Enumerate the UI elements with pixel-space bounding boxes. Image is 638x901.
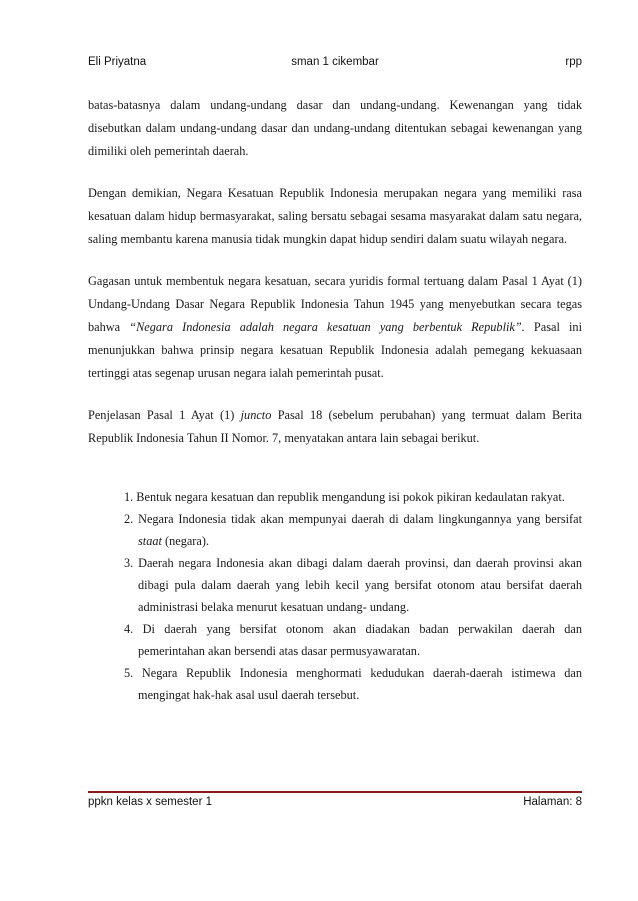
page-header [88,56,582,72]
paragraph-1: batas-batasnya dalam undang-undang dasar dan undang-undang. Kewenangan yang tidak disebutkan dalam undang-undang dasar dan undang-undang ditentukan sebagai kewenangan yang dimiliki oleh pemerintah daerah. [88,98,582,158]
numbered-list [124,486,582,706]
list-item: 3. Daerah negara Indonesia akan dibagi dalam daerah provinsi, dan daerah provinsi akan dibagi pula dalam daerah yang lebih kecil yang bersifat otonom atau bersifat daerah administrasi belaka menurut kesatuan undang- undang. [124,556,582,614]
list-item-italic: staat [138,534,162,548]
paragraph-3-quote: “Negara Indonesia adalah negara kesatuan yang berbentuk Republik”. [129,320,525,334]
list-item: 1. Bentuk negara kesatuan dan republik mengandung isi pokok pikiran kedaulatan rakyat. [124,490,565,504]
list-item-text-a: 2. Negara Indonesia tidak akan mempunyai daerah di dalam lingkungannya yang bersifat [124,512,582,526]
footer-course: ppkn kelas x semester 1 [88,796,213,808]
paragraph-4-italic: juncto [240,408,272,422]
header-doc-type: rpp [565,56,582,68]
page-footer [88,791,582,812]
paragraph-4 [88,404,582,450]
paragraph-3-text-b: Pasal ini menunjukkan bahwa prinsip negara kesatuan Republik Indonesia adalah pemegang kekuasaan tertinggi atas segenap urusan negara ialah pemerintah pusat. [88,320,582,380]
paragraph-3-text-a: Gagasan untuk membentuk negara kesatuan, secara yuridis formal tertuang dalam Pasal 1 Ayat (1) Undang-Undang Dasar Negara Republik Indonesia Tahun 1945 yang menyebutkan secara tegas bahwa [88,274,582,334]
paragraph-2: Dengan demikian, Negara Kesatuan Republik Indonesia merupakan negara yang memiliki rasa kesatuan dalam hidup bermasyarakat, saling bersatu sebagai sesama masyarakat dalam satu negara, saling membantu karena manusia tidak mungkin dapat hidup sendiri dalam suatu wilayah negara. [88,186,582,246]
footer-page-number: Halaman: 8 [523,796,582,808]
list-item: 4. Di daerah yang bersifat otonom akan diadakan badan perwakilan daerah dan pemerintahan akan bersendi atas dasar permusyawaratan. [124,622,582,658]
paragraph-4-text-a: Penjelasan Pasal 1 Ayat (1) [88,408,241,422]
paragraph-4-text-b: Pasal 18 (sebelum perubahan) yang termuat dalam Berita Republik Indonesia Tahun II Nomor. 7, menyatakan antara lain sebagai berikut. [88,408,582,445]
header-school: sman 1 cikembar [291,56,379,68]
header-author: Eli Priyatna [88,56,147,68]
list-item-text-b: (negara). [161,534,210,548]
list-item: 5. Negara Republik Indonesia menghormati kedudukan daerah-daerah istimewa dan mengingat hak-hak asal usul daerah tersebut. [124,666,582,702]
document-body [88,94,582,469]
list-item [124,508,582,552]
paragraph-3 [88,270,582,385]
